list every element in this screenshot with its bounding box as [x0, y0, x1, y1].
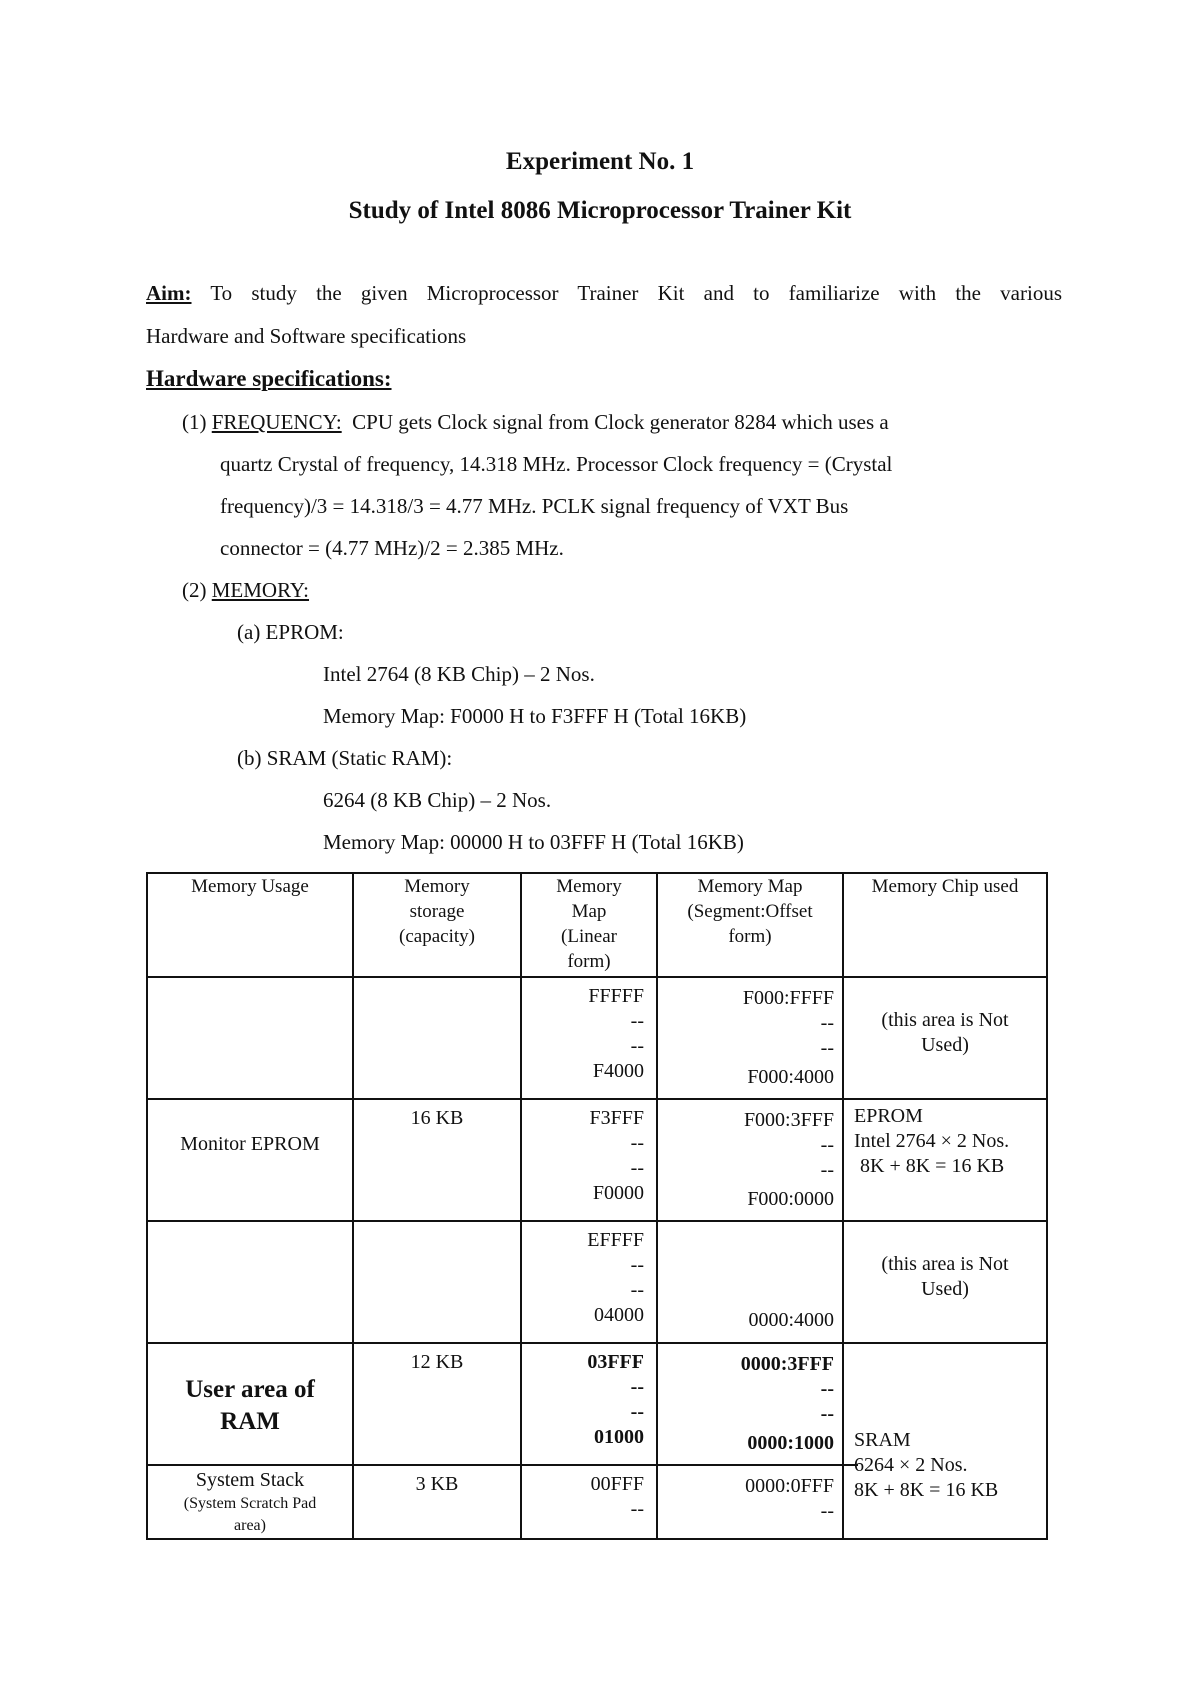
table-border [1046, 872, 1048, 1540]
aim-paragraph-line1 [146, 281, 1062, 306]
table-divider [146, 1098, 1048, 1100]
sram-label: (b) SRAM (Static RAM): [237, 746, 453, 770]
frequency-line3: frequency)/3 = 14.318/3 = 4.77 MHz. PCLK signal frequency of VXT Bus [220, 494, 849, 518]
row2-usage: Monitor EPROM [180, 1133, 320, 1155]
table-divider [842, 872, 844, 1540]
row4-segment-map: 0000:3FFF -- -- 0000:1000 [740, 1353, 834, 1454]
table-divider [146, 1342, 1048, 1344]
table-divider [656, 872, 658, 1540]
memory-item [182, 578, 309, 603]
row2-linear-map: F3FFF -- -- F0000 [589, 1107, 644, 1204]
row5-linear-map: 00FFF -- [590, 1473, 644, 1520]
hardware-heading: Hardware specifications: [146, 366, 392, 391]
header-line: form) [567, 951, 611, 972]
frequency-line2: quartz Crystal of frequency, 14.318 MHz. Processor Clock frequency = (Crystal [220, 452, 893, 476]
aim-label: Aim: [146, 281, 192, 305]
row5-usage: System Stack (System Scratch Pad area) [183, 1469, 317, 1534]
row1-linear-map: FFFFF -- -- F4000 [588, 985, 644, 1082]
row5-segment-map: 0000:0FFF -- [745, 1475, 834, 1522]
row3-chip: (this area is Not Used) [881, 1253, 1009, 1300]
header-line: Memory [556, 876, 622, 897]
header-memory-chip: Memory Chip used [871, 876, 1019, 897]
frequency-line1: CPU gets Clock signal from Clock generator 8284 which uses a [352, 410, 889, 434]
page-title: Study of Intel 8086 Microprocessor Trainer Kit [348, 197, 852, 224]
table-border [146, 1538, 1048, 1540]
row1-segment-map: F000:FFFF -- -- F000:4000 [742, 987, 834, 1088]
header-line: Map [571, 901, 607, 922]
sram-line2: Memory Map: 00000 H to 03FFF H (Total 16KB) [323, 830, 744, 854]
row1-chip: (this area is Not Used) [881, 1009, 1009, 1056]
table-divider [352, 872, 354, 1540]
table-divider [146, 1464, 858, 1466]
header-line: storage [409, 901, 465, 922]
row5-capacity: 3 KB [415, 1473, 459, 1495]
aim-text-line1: To study the given Microprocessor Trainer Kit and to familiarize with the various [210, 281, 1062, 305]
frequency-line4: connector = (4.77 MHz)/2 = 2.385 MHz. [220, 536, 564, 560]
aim-text-line2: Hardware and Software specifications [146, 324, 467, 348]
header-line: form) [728, 926, 772, 947]
eprom-line2: Memory Map: F0000 H to F3FFF H (Total 16KB) [323, 704, 747, 728]
header-line: (capacity) [399, 926, 475, 947]
table-divider [146, 1220, 1048, 1222]
row2-capacity: 16 KB [410, 1107, 464, 1129]
eprom-label: (a) EPROM: [237, 620, 344, 644]
frequency-number: (1) [182, 410, 207, 434]
experiment-number: Experiment No. 1 [505, 148, 695, 175]
row2-chip: EPROM Intel 2764 × 2 Nos. 8K + 8K = 16 KB [854, 1105, 1010, 1177]
row4-capacity: 12 KB [410, 1351, 464, 1373]
row4-linear-map: 03FFF -- -- 01000 [587, 1351, 644, 1448]
table-border [146, 872, 148, 1540]
header-memory-storage [354, 874, 520, 949]
frequency-item [182, 410, 889, 435]
header-line: (Segment:Offset [687, 901, 813, 922]
header-memory-map-linear [522, 874, 656, 974]
header-memory-usage: Memory Usage [191, 876, 309, 897]
memory-label: MEMORY: [211, 578, 310, 602]
row2-segment-map: F000:3FFF -- -- F000:0000 [743, 1109, 834, 1210]
row4-usage: User area of RAM [185, 1376, 315, 1435]
table-divider [146, 976, 1048, 978]
header-line: (Linear [561, 926, 617, 947]
header-memory-map-segment [658, 874, 842, 949]
sram-chip: SRAM 6264 × 2 Nos. 8K + 8K = 16 KB [854, 1429, 999, 1501]
header-line: Memory [404, 876, 470, 897]
memory-number: (2) [182, 578, 207, 602]
row3-linear-map: EFFFF -- -- 04000 [587, 1229, 644, 1326]
sram-line1: 6264 (8 KB Chip) – 2 Nos. [323, 788, 552, 812]
row3-segment-map: 0000:4000 [748, 1309, 834, 1331]
frequency-label: FREQUENCY: [211, 410, 342, 434]
header-line: Memory Map [697, 876, 803, 897]
eprom-line1: Intel 2764 (8 KB Chip) – 2 Nos. [323, 662, 595, 686]
memory-map-table [146, 872, 1048, 1540]
